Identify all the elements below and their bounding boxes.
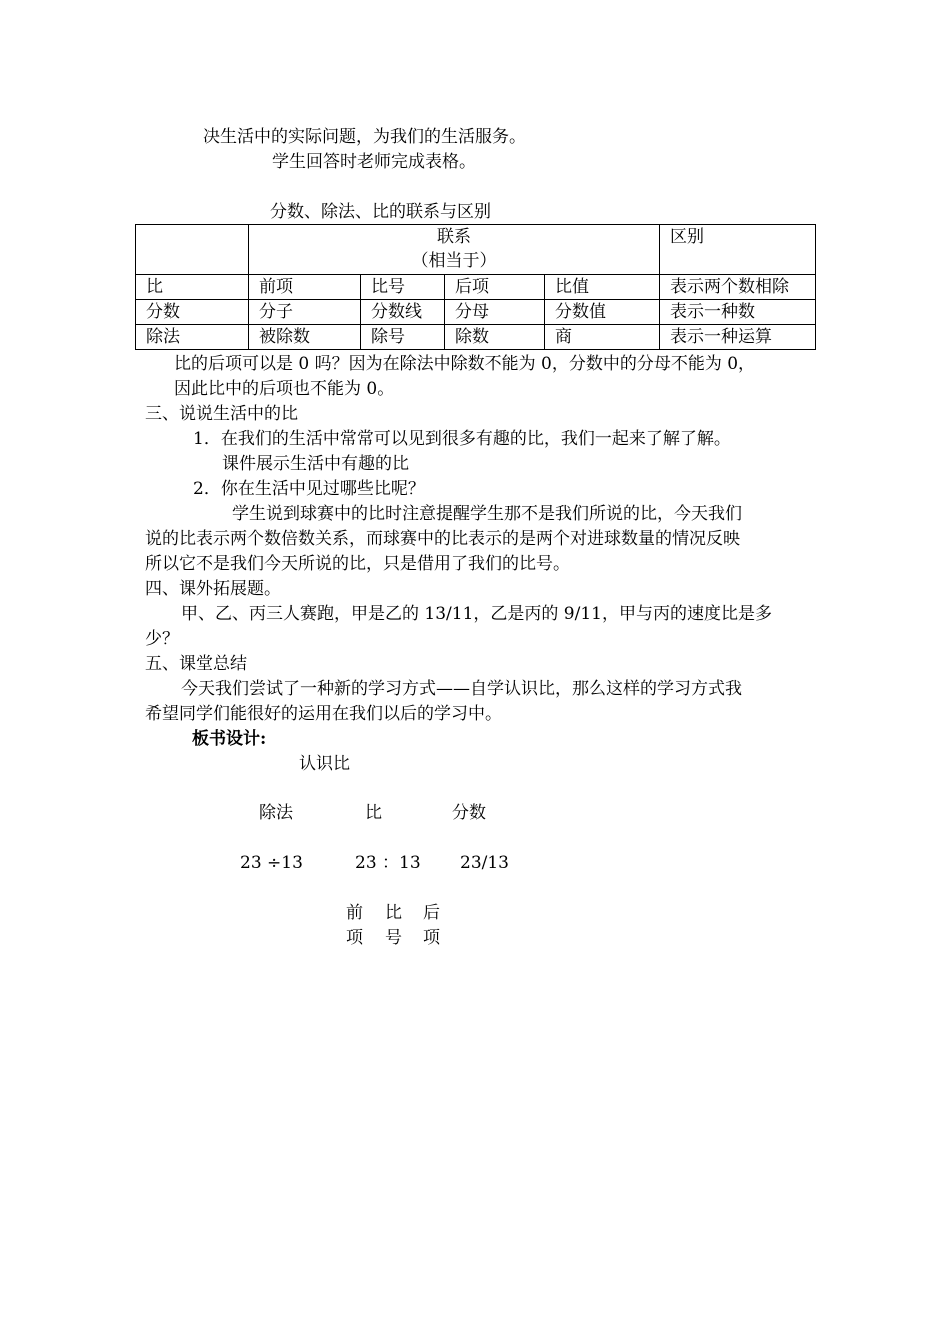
para-line: 所以它不是我们今天所说的比，只是借用了我们的比号。 [145,554,570,574]
board-heading-ratio: 比 [365,803,382,823]
section-heading-4: 四、课外拓展题。 [145,579,281,599]
section-heading-5: 五、课堂总结 [145,654,247,674]
para-line: 希望同学们能很好的运用在我们以后的学习中。 [145,704,502,724]
intro-line-1: 决生活中的实际问题，为我们的生活服务。 [203,127,526,147]
para-line: 说的比表示两个数倍数关系，而球赛中的比表示的是两个对进球数量的情况反映 [145,529,740,549]
intro-line-2: 学生回答时老师完成表格。 [272,152,476,172]
table-cell: 除号 [361,325,445,350]
table-cell: 比号 [361,275,445,300]
table-cell: 表示一种运算 [660,325,816,350]
list-item: 1．在我们的生活中常常可以见到很多有趣的比，我们一起来了解了解。 [193,429,731,449]
para-line: 学生说到球赛中的比时注意提醒学生那不是我们所说的比，今天我们 [232,504,742,524]
list-item: 2．你在生活中见过哪些比呢？ [193,479,425,499]
board-label-bottom: 项 [423,928,440,948]
link-sub-label: （相当于） [411,251,497,271]
table-cell: 分数值 [545,300,660,325]
table-header-row [136,225,816,275]
table-row [136,300,816,325]
link-label: 联系 [437,227,471,247]
board-example-division: 23 ÷13 [240,853,303,873]
section-heading-3: 三、说说生活中的比 [145,404,298,424]
board-label-top: 后 [423,903,440,923]
table-cell: 除数 [445,325,545,350]
table-header-link [249,225,660,275]
board-heading-fraction: 分数 [452,803,486,823]
table-cell: 分数线 [361,300,445,325]
table-cell: 被除数 [249,325,361,350]
comparison-table [135,224,816,350]
table-cell: 表示两个数相除 [660,275,816,300]
table-header-diff: 区别 [660,225,816,275]
board-topic: 认识比 [299,754,350,774]
board-label-bottom: 号 [385,928,402,948]
board-example-fraction: 23/13 [460,853,509,873]
table-row [136,275,816,300]
table-row [136,325,816,350]
list-item-note: 课件展示生活中有趣的比 [222,454,409,474]
table-cell: 商 [545,325,660,350]
board-label-bottom: 项 [346,928,363,948]
para-line: 今天我们尝试了一种新的学习方式——自学认识比，那么这样的学习方式我 [181,679,742,699]
board-label-top: 比 [385,903,402,923]
board-heading-division: 除法 [259,803,293,823]
table-cell: 比值 [545,275,660,300]
table-cell: 比 [136,275,249,300]
table-cell: 除法 [136,325,249,350]
table-cell: 分母 [445,300,545,325]
table-cell: 分数 [136,300,249,325]
para-line: 因此比中的后项也不能为 0。 [174,379,395,399]
table-caption: 分数、除法、比的联系与区别 [270,202,491,222]
table-cell: 分子 [249,300,361,325]
board-example-ratio: 23 ：13 [355,853,421,873]
para-line: 甲、乙、丙三人赛跑，甲是乙的 13/11，乙是丙的 9/11，甲与丙的速度比是多 [181,604,772,624]
table-cell: 表示一种数 [660,300,816,325]
table-header-empty [136,225,249,275]
table-cell: 前项 [249,275,361,300]
board-title: 板书设计: [192,729,267,749]
table-cell: 后项 [445,275,545,300]
para-line: 比的后项可以是 0 吗？因为在除法中除数不能为 0，分数中的分母不能为 0， [174,354,756,374]
para-line: 少？ [145,629,179,649]
board-label-top: 前 [346,903,363,923]
